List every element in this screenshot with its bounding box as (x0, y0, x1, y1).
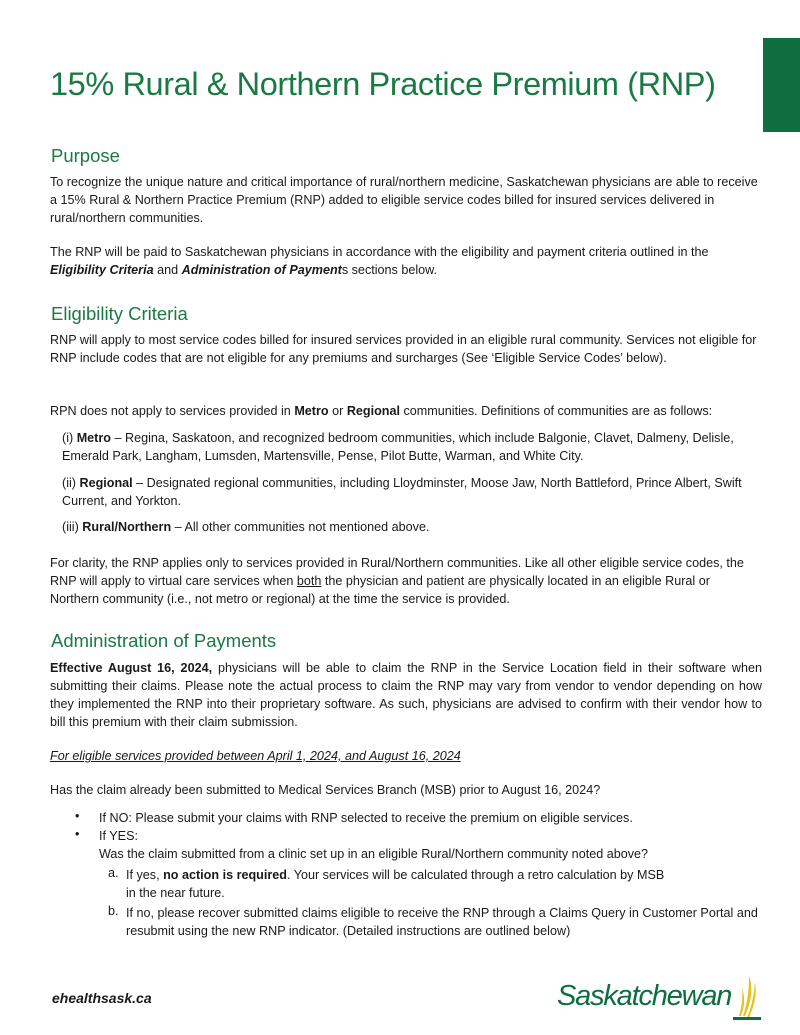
eligibility-paragraph-3: For clarity, the RNP applies only to services provided in Rural/Northern communities. Like all other eligible service codes, the RNP will apply to virtual care services when both the physician and patient are physically located in an eligible Rural or Northern community (i.e., not metro or regional) at the time the service is provided. (50, 556, 744, 606)
administration-heading: Administration of Payments (51, 630, 277, 651)
purpose-paragraph-2: The RNP will be paid to Saskatchewan physicians in accordance with the eligibility and payment criteria outlined in the Eligibility Criteria and Administration of Payments sections below. (50, 245, 709, 277)
administration-question: Has the claim already been submitted to Medical Services Branch (MSB) prior to August 16, 2024? (50, 783, 601, 797)
eligibility-heading: Eligibility Criteria (51, 303, 188, 324)
green-side-tab (763, 38, 800, 132)
bullet-no: If NO: Please submit your claims with RNP selected to receive the premium on eligible services. (99, 811, 633, 825)
bullet-glyph: • (75, 809, 80, 823)
bullet-yes: If YES: Was the claim submitted from a clinic set up in an eligible Rural/Northern community noted above? (99, 829, 649, 861)
sub-item-marker: a. (108, 866, 119, 880)
page-title: 15% Rural & Northern Practice Premium (RNP) (50, 66, 716, 102)
sub-item-b: If no, please recover submitted claims eligible to receive the RNP through a Claims Query in Customer Portal and resubmit using the new RNP indicator. (Detailed instructions are outlined below) (126, 906, 758, 938)
sub-item-a: If yes, no action is required. Your services will be calculated through a retro calculation by MSB in the near future. (126, 868, 665, 900)
logo-wordmark: Saskatchewan (557, 980, 732, 1012)
purpose-heading: Purpose (51, 145, 120, 166)
definition-rural-northern: (iii) Rural/Northern – All other communities not mentioned above. (62, 520, 430, 534)
definition-metro: (i) Metro – Regina, Saskatoon, and recognized bedroom communities, which include Balgonie, Clavet, Dalmeny, Delisle, Emerald Park, Langham, Lumsden, Martensville, Pense, Pilot Butte, Warman, and White City. (62, 431, 734, 463)
bullet-glyph: • (75, 827, 80, 841)
wheat-icon (733, 972, 761, 1022)
saskatchewan-logo (557, 972, 761, 1022)
definition-regional: (ii) Regional – Designated regional communities, including Lloydminster, Moose Jaw, North Battleford, Prince Albert, Swift Current, and Yorkton. (62, 476, 742, 508)
administration-paragraph-1: Effective August 16, 2024, physicians will be able to claim the RNP in the Service Location field in their software when submitting their claims. Please note the actual process to claim the RNP may vary from vendor to vendor depending on how they implemented the RNP into their proprietary software. As such, physicians are advised to confirm with their vendor how to bill this premium with their claim submission. (50, 661, 762, 729)
sub-item-marker: b. (108, 904, 119, 918)
footer-url[interactable]: ehealthsask.ca (52, 990, 152, 1006)
eligibility-paragraph-2: RPN does not apply to services provided in Metro or Regional communities. Definitions of communities are as follows: (50, 404, 713, 418)
eligibility-paragraph-1: RNP will apply to most service codes billed for insured services provided in an eligible rural community. Services not eligible for RNP include codes that are not eligible for any premiums and surcharges (See ‘Eligible Service Codes’ below). (50, 333, 757, 365)
administration-subheading: For eligible services provided between April 1, 2024, and August 16, 2024 (50, 749, 461, 763)
purpose-paragraph-1: To recognize the unique nature and critical importance of rural/northern medicine, Saskatchewan physicians are able to receive a 15% Rural & Northern Practice Premium (RNP) added to eligible service codes billed for insured services delivered in rural/northern communities. (50, 175, 758, 225)
